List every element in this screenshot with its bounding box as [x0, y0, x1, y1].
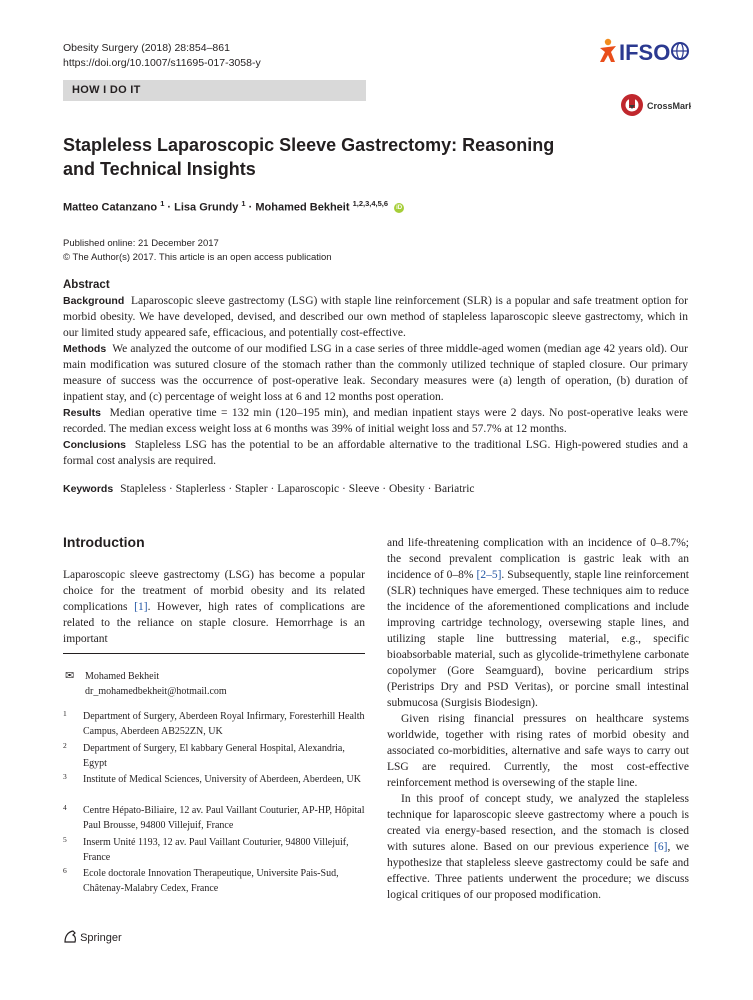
publisher-name: Springer — [80, 932, 122, 944]
publisher-logo — [63, 930, 122, 944]
citation-link[interactable]: [1] — [134, 601, 148, 613]
journal-citation — [63, 41, 261, 71]
crossmark-badge[interactable] — [621, 92, 691, 118]
affiliation — [63, 741, 365, 771]
author-name[interactable]: Lisa Grundy — [174, 201, 239, 214]
author-separator: · — [248, 201, 253, 214]
correspondence-name: Mohamed Bekheit — [85, 671, 160, 682]
citation-link[interactable]: [2–5] — [476, 569, 502, 581]
author-affiliation: 1 — [160, 199, 165, 208]
keywords-list: Stapleless · Staplerless · Stapler · Laparoscopic · Sleeve · Obesity · Bariatric — [120, 483, 475, 495]
abstract-text: Stapleless LSG has the potential to be an affordable alternative to the traditional LSG. High-powered studies and a formal cost analysis are required. — [63, 439, 688, 467]
correspondence-email[interactable]: dr_mohamedbekheit@hotmail.com — [85, 686, 227, 697]
paragraph-text: . Subsequently, staple line reinforcement (SLR) techniques have emerged. These techniques aim to reduce the incidence of the aforementioned complications and include improving cartridge technology, oversewing staple lines, and utilizing staple line buttressing material, e.g., specific bioabsorbable material, such as glycolide-trimethylene carbonate copolymer (Gore Seamguard), bovine pericardium strips (Peristrips Dry and PSD Veritas), or porcine small intestinal submucosa (Surgisis Biodesign). — [387, 569, 689, 709]
abstract-heading: Abstract — [63, 279, 110, 291]
affiliation-number: 4 — [63, 803, 67, 812]
affiliation-text: Inserm Unité 1193, 12 av. Paul Vaillant Couturier, 94800 Villejuif, France — [83, 837, 349, 863]
affiliation — [63, 835, 365, 865]
affiliation-number: 1 — [63, 709, 67, 718]
introduction-paragraph: Given rising financial pressures on healthcare systems worldwide, together with rising rates of morbid obesity and associated co-morbidities, alternative and safe ways to carry out LSG are required. Currently, the most cost-effective reinforcement method is oversewing of the staple line. — [387, 713, 689, 789]
envelope-icon: ✉ — [65, 670, 75, 682]
abstract-text: Median operative time = 132 min (120–195 min), and median inpatient stays were 2 days. No post-operative leaks were recorded. The median excess weight loss at 6 months was 39% of initial weight loss and 57.7% at 12 months. — [63, 407, 688, 435]
abstract-methods — [63, 341, 688, 405]
affiliation — [63, 803, 365, 833]
keywords — [63, 481, 688, 497]
ifso-logo — [598, 35, 690, 67]
published-date: Published online: 21 December 2017 — [63, 238, 219, 249]
abstract-label: Conclusions — [63, 439, 127, 451]
paragraph-text: Laparoscopic sleeve gastrectomy (LSG) has become a popular choice for the treatment of morbid obesity and its related complications — [63, 569, 365, 613]
journal-volume: Obesity Surgery (2018) 28:854–861 — [63, 42, 230, 54]
introduction-paragraph — [63, 567, 365, 647]
affiliation-number: 3 — [63, 772, 67, 781]
abstract-text: We analyzed the outcome of our modified LSG in a case series of three middle-aged women (median age 42 years old). Our main modification was sutured closure of the stomach rather than the commonly utilized technique of stapled closure. Our primary measure of success was the occurrence of post-operative leak. Secondary measures were (a) length of operation, (b) duration of inpatient stay, and (c) percentage of weight loss at 6 and 12 months post operation. — [63, 343, 688, 403]
affiliation-number: 6 — [63, 866, 67, 875]
footnote-divider — [63, 653, 365, 654]
publication-info — [63, 237, 332, 265]
affiliation-number: 5 — [63, 835, 67, 844]
author-name[interactable]: Matteo Catanzano — [63, 201, 158, 214]
section-label: HOW I DO IT — [72, 84, 141, 96]
affiliation — [63, 772, 365, 787]
introduction-paragraph — [387, 535, 689, 711]
logo-text: IFSO — [619, 40, 671, 65]
article-title: Stapleless Laparoscopic Sleeve Gastrectomy: Reasoning and Technical Insights — [63, 135, 555, 179]
keywords-label: Keywords — [63, 483, 114, 495]
affiliation — [63, 709, 365, 739]
abstract — [63, 279, 688, 469]
author-name[interactable]: Mohamed Bekheit — [255, 201, 350, 214]
affiliation-number: 2 — [63, 741, 67, 750]
right-column — [387, 535, 689, 903]
author-list — [63, 199, 404, 214]
crossmark-label: CrossMark — [647, 101, 691, 111]
crossmark-icon — [621, 94, 643, 116]
abstract-label: Results — [63, 407, 101, 419]
author-affiliation: 1 — [241, 199, 246, 208]
correspondence — [63, 669, 365, 699]
figure-icon — [600, 39, 616, 62]
citation-link[interactable]: [6] — [654, 841, 668, 853]
paragraph-text: In this proof of concept study, we analyzed the stapleless technique for laparoscopic sleeve gastrectomy where a pouch is created via energy-based resection, and the stomach is closed with sutures alone. Based on our previous experience — [387, 793, 689, 853]
orcid-icon[interactable]: iD — [396, 204, 403, 211]
abstract-label: Methods — [63, 343, 107, 355]
abstract-conclusions — [63, 437, 688, 469]
springer-horse-icon — [63, 930, 77, 943]
affiliation-text: Institute of Medical Sciences, University of Aberdeen, Aberdeen, UK — [83, 774, 361, 785]
abstract-text: Laparoscopic sleeve gastrectomy (LSG) with staple line reinforcement (SLR) is a popular and safe treatment option for morbid obesity. We have developed, devised, and described our own method of stapleless laparoscopic sleeve gastrectomy, which in our limited study appeared safe, efficacious, and potentially cost-effective. — [63, 295, 688, 339]
copyright-notice: © The Author(s) 2017. This article is an open access publication — [63, 252, 332, 263]
paragraph-text: , we hypothesize that stapleless sleeve gastrectomy could be safe and effective. Three patients underwent the procedure; we discuss logical critiques of our proposed modification. — [387, 841, 689, 901]
abstract-results — [63, 405, 688, 437]
doi-link[interactable]: https://doi.org/10.1007/s11695-017-3058-y — [63, 57, 261, 69]
author-affiliation: 1,2,3,4,5,6 — [352, 199, 389, 208]
affiliation-text: Department of Surgery, El kabbary General Hospital, Alexandria, Egypt — [83, 743, 345, 769]
introduction-heading: Introduction — [63, 534, 145, 550]
affiliation — [63, 866, 365, 896]
paragraph-text: and life-threatening complication with an incidence of 0–8.7%; the second prevalent complication is gastric leak with an incidence of 0–8% — [387, 537, 689, 581]
abstract-background — [63, 293, 688, 341]
author-separator: · — [167, 201, 172, 214]
introduction-paragraph — [387, 791, 689, 903]
abstract-label: Background — [63, 295, 125, 307]
affiliation-text: Department of Surgery, Aberdeen Royal Infirmary, Foresterhill Health Campus, Aberdeen AB252ZN, UK — [83, 711, 365, 737]
paragraph-text: . However, high rates of complications are related to the reliance on staple closure. Hemorrhage is an important — [63, 601, 365, 645]
affiliation-text: Ecole doctorale Innovation Therapeutique, Universite Pais-Sud, Châtenay-Malabry Cedex, France — [83, 868, 339, 894]
affiliation-text: Centre Hépato-Biliaire, 12 av. Paul Vaillant Couturier, AP-HP, Hôpital Paul Brousse, 94800 Villejuif, France — [83, 805, 365, 831]
globe-icon — [672, 43, 688, 59]
